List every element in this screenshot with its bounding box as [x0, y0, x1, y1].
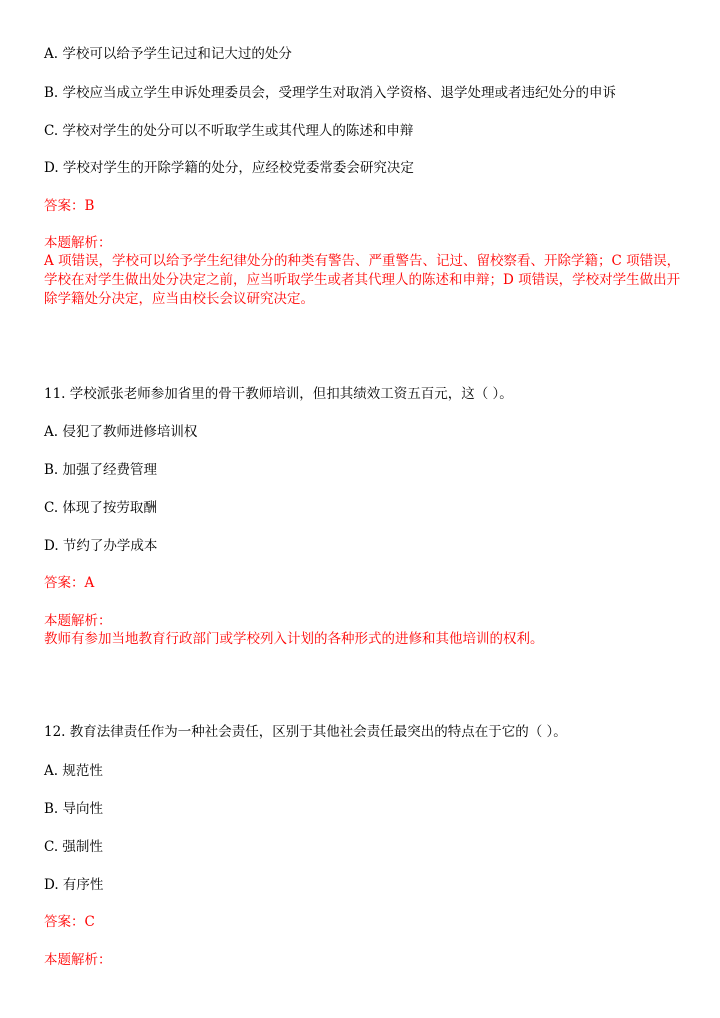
- q11-option-a: A. 侵犯了教师进修培训权: [44, 424, 198, 440]
- q12-question: 12. 教育法律责任作为一种社会责任，区别于其他社会责任最突出的特点在于它的（ ）。: [44, 724, 567, 740]
- q10-option-b: B. 学校应当成立学生申诉处理委员会，受理学生对取消入学资格、退学处理或者违纪处分的申诉: [44, 85, 617, 101]
- q11-question: 11. 学校派张老师参加省里的骨干教师培训，但扣其绩效工资五百元，这（ ）。: [44, 386, 513, 402]
- q12-analysis-label: 本题解析：: [44, 952, 112, 968]
- q10-analysis-text: A 项错误，学校可以给予学生纪律处分的种类有警告、严重警告、记过、留校察看、开除学籍；C 项错误，学校在对学生做出处分决定之前，应当听取学生或者其代理人的陈述和申辩；D 项错误，学校对学生做出开除学籍处分决定，应当由校长会议研究决定。: [44, 253, 681, 307]
- q11-answer: 答案：A: [44, 575, 95, 591]
- q10-option-d: D. 学校对学生的开除学籍的处分，应经校党委常委会研究决定: [44, 160, 414, 176]
- q10-option-a: A. 学校可以给予学生记过和记大过的处分: [44, 46, 292, 62]
- q11-analysis-text: 教师有参加当地教育行政部门或学校列入计划的各种形式的进修和其他培训的权利。: [44, 631, 544, 647]
- q12-option-a: A. 规范性: [44, 763, 103, 779]
- q12-answer: 答案：C: [44, 914, 95, 930]
- q12-option-b: B. 导向性: [44, 801, 104, 817]
- q11-analysis-label: 本题解析：: [44, 613, 112, 629]
- q11-option-d: D. 节约了办学成本: [44, 538, 158, 554]
- q12-option-c: C. 强制性: [44, 839, 103, 855]
- q10-answer: 答案：B: [44, 198, 95, 214]
- q12-option-d: D. 有序性: [44, 877, 104, 893]
- q11-option-c: C. 体现了按劳取酬: [44, 500, 157, 516]
- q10-option-c: C. 学校对学生的处分可以不听取学生或其代理人的陈述和申辩: [44, 123, 414, 139]
- q11-option-b: B. 加强了经费管理: [44, 462, 158, 478]
- q10-analysis-label: 本题解析：: [44, 235, 112, 251]
